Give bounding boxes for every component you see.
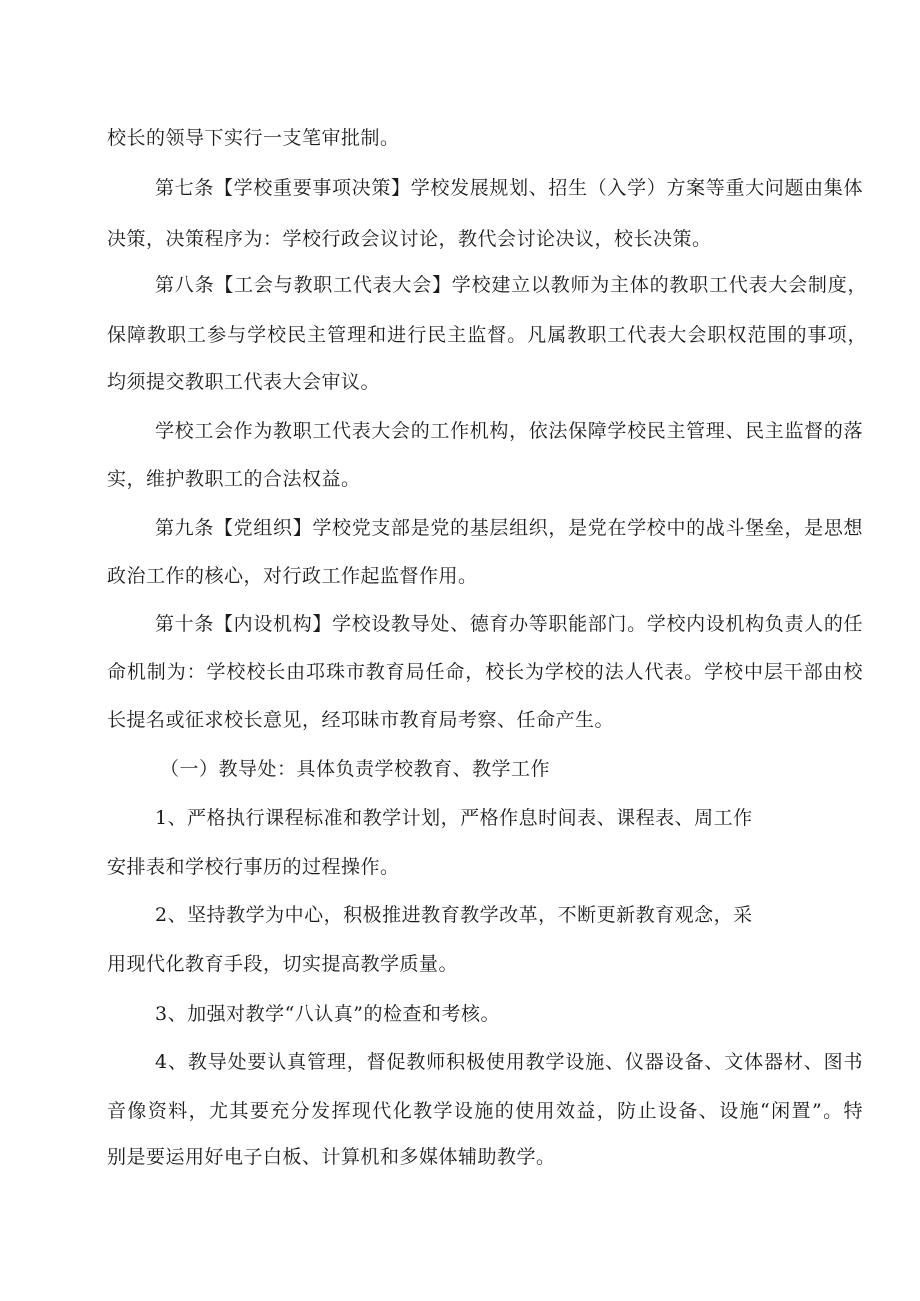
text-line: 命机制为：学校校长由邛珠市教育局任命，校长为学校的法人代表。学校中层干部由校 bbox=[107, 661, 863, 683]
text-line: 保障教职工参与学校民主管理和进行民主监督。凡属教职工代表大会职权范围的事项， bbox=[107, 324, 867, 346]
text-line: 长提名或征求校长意见，经邛昧市教育局考察、任命产生。 bbox=[107, 709, 615, 731]
text-line: 别是要运用好电子白板、计算机和多媒体辅助教学。 bbox=[107, 1146, 556, 1168]
text-line: 第七条【学校重要事项决策】学校发展规划、招生（入学）方案等重大问题由集体 bbox=[155, 177, 863, 199]
text-line: 决策，决策程序为：学校行政会议讨论，教代会讨论决议，校长决策。 bbox=[107, 228, 712, 250]
text-line: 学校工会作为教职工代表大会的工作机构，依法保障学校民主管理、民主监督的落 bbox=[155, 420, 863, 442]
list-item: 4、教导处要认真管理，督促教师积极使用教学设施、仪器设备、文体器材、图书 bbox=[155, 1051, 863, 1073]
text-line: 安排表和学校行事历的过程操作。 bbox=[107, 856, 400, 878]
text-line: 音像资料，尤其要充分发挥现代化教学设施的使用效益，防止设备、设施“闲置”。特 bbox=[107, 1100, 863, 1122]
text-line: 校长的领导下实行一支笔审批制。 bbox=[107, 127, 400, 149]
text-line: 政治工作的核心，对行政工作起监督作用。 bbox=[107, 565, 478, 587]
section-heading: （一）教导处：具体负责学校教育、教学工作 bbox=[160, 758, 551, 780]
text-line: 第十条【内设机构】学校设教导处、德育办等职能部门。学校内设机构负责人的任 bbox=[155, 613, 863, 635]
text-line: 用现代化教育手段，切实提高教学质量。 bbox=[107, 953, 459, 975]
text-line: 均须提交教职工代表大会审议。 bbox=[107, 371, 381, 393]
list-item: 2、坚持教学为中心，积极推进教育教学改革，不断更新教育观念，采 bbox=[155, 904, 753, 926]
text-line: 实，维护教职工的合法权益。 bbox=[107, 468, 361, 490]
text-line: 第九条【党组织】学校党支部是党的基层组织，是党在学校中的战斗堡垒，是思想 bbox=[155, 517, 863, 539]
list-item: 3、加强对教学“八认真”的检查和考核。 bbox=[155, 1003, 501, 1025]
list-item: 1、严格执行课程标准和教学计划，严格作息时间表、课程表、周工作 bbox=[155, 807, 753, 829]
text-line: 第八条【工会与教职工代表大会】学校建立以教师为主体的教职工代表大会制度， bbox=[155, 274, 867, 296]
